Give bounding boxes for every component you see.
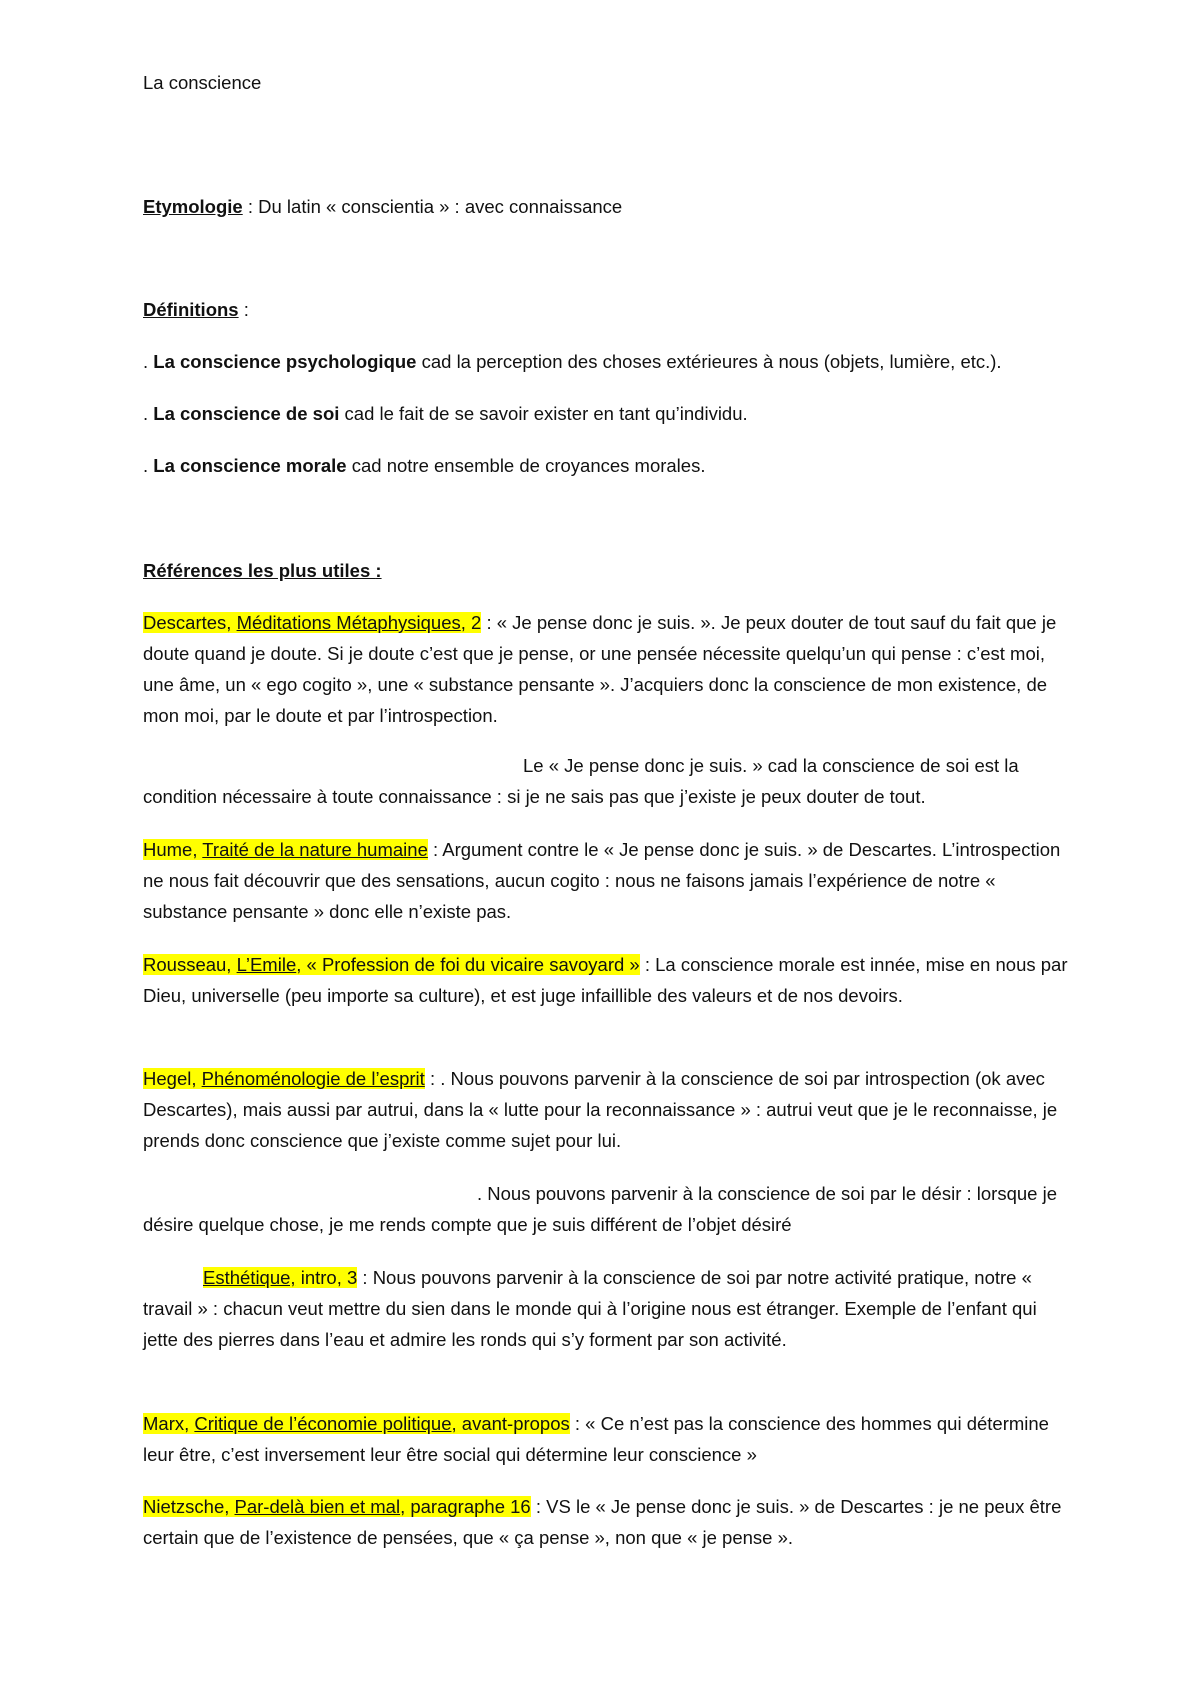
definition-item [143, 351, 1068, 373]
document-title: La conscience [143, 72, 262, 93]
definitions-colon: : [238, 299, 249, 320]
reference-rousseau [143, 949, 1068, 1011]
reference-work: Par-delà bien et mal [234, 1496, 401, 1517]
reference-detail: , 2 [460, 612, 482, 633]
definition-item [143, 455, 1068, 477]
reference-author: Marx, [143, 1413, 195, 1434]
reference-author: Descartes, [143, 612, 237, 633]
reference-citation [143, 1413, 570, 1434]
definition-text: cad notre ensemble de croyances morales. [346, 455, 706, 476]
definition-text: cad le fait de se savoir exister en tant qu’individu. [339, 403, 748, 424]
reference-citation [143, 612, 481, 633]
definitions-label: Définitions [143, 299, 239, 320]
definition-item [143, 403, 1068, 425]
reference-citation [143, 954, 640, 975]
reference-citation [143, 839, 428, 860]
references-heading [143, 560, 1068, 582]
reference-detail: intro, 3 [295, 1267, 358, 1288]
reference-nietzsche [143, 1491, 1068, 1553]
reference-text: : « Ce n’est pas la conscience des hommes qui détermine leur être, c’est inversement leur être social qui détermine leur conscience » [143, 1413, 1049, 1465]
reference-text: : La conscience morale est innée, mise en nous par Dieu, universelle (peu importe sa culture), et est juge infaillible des valeurs et de nos devoirs. [143, 954, 1068, 1006]
reference-citation [143, 1068, 425, 1089]
reference-text: : . Nous pouvons parvenir à la conscience de soi par introspection (ok avec Descartes), mais aussi par autrui, dans la « lutte pour la reconnaissance » : autrui veut que je le reconnaisse, je prends donc conscience que j’existe comme sujet pour lui. [143, 1068, 1058, 1151]
reference-hume [143, 834, 1068, 927]
reference-text: : Argument contre le « Je pense donc je suis. » de Descartes. L’introspection ne nous fait découvrir que des sensations, aucun cogito : nous ne faisons jamais l’expérience de notre « substance pensante » donc elle n’existe pas. [143, 839, 1061, 922]
definition-bullet: . [143, 455, 154, 476]
references-label: Références les plus utiles [143, 560, 376, 581]
reference-work: Traité de la nature humaine [202, 839, 428, 860]
reference-work: Esthétique, [203, 1267, 296, 1288]
definition-bullet: . [143, 351, 154, 372]
note-text: Le « Je pense donc je suis. » cad la conscience de soi est la condition nécessaire à toute connaissance : si je ne sais pas que j’existe je peux douter de tout. [143, 755, 1019, 807]
reference-detail: , avant-propos [451, 1413, 570, 1434]
reference-detail: , paragraphe 16 [400, 1496, 531, 1517]
reference-author: Hume, [143, 839, 203, 860]
reference-text: : Nous pouvons parvenir à la conscience de soi par notre activité pratique, notre « travail » : chacun veut mettre du sien dans le monde qui à l’origine nous est étranger. Exemple de l’enfant qui jette des pierres dans l’eau et admire les ronds qui s’y forment par son activité. [143, 1267, 1037, 1350]
etymology-label: Etymologie [143, 196, 243, 217]
definitions-heading [143, 299, 1068, 321]
definition-term: La conscience morale [153, 455, 347, 476]
reference-work: Phénoménologie de l’esprit [201, 1068, 425, 1089]
reference-citation [143, 1496, 531, 1517]
etymology-line [143, 196, 1068, 218]
reference-text: : « Je pense donc je suis. ». Je peux douter de tout sauf du fait que je doute quand je doute. Si je doute c’est que je pense, or une pensée nécessite quelqu’un qui pense : c’est moi, une âme, un « ego cogito », une « substance pensante ». J’acquiers donc la conscience de mon existence, de mon moi, par le doute et par l’introspection. [143, 612, 1057, 726]
reference-esthetique [143, 1262, 1068, 1355]
reference-marx [143, 1408, 1068, 1470]
reference-descartes [143, 607, 1068, 731]
reference-hegel [143, 1063, 1068, 1156]
hegel-note [143, 1178, 1068, 1240]
reference-text: : VS le « Je pense donc je suis. » de Descartes : je ne peux être certain que de l’existence de pensées, que « ça pense », non que « je pense ». [143, 1496, 1062, 1548]
definition-term: La conscience de soi [153, 403, 340, 424]
note-text: . Nous pouvons parvenir à la conscience de soi par le désir : lorsque je désire quelque chose, je me rends compte que je suis différent de l’objet désiré [143, 1183, 1057, 1235]
references-colon: : [375, 560, 382, 581]
definition-text: cad la perception des choses extérieures à nous (objets, lumière, etc.). [416, 351, 1002, 372]
definition-term: La conscience psychologique [153, 351, 417, 372]
reference-author: Rousseau, [143, 954, 237, 975]
definition-bullet: . [143, 403, 154, 424]
etymology-text: : Du latin « conscientia » : avec connaissance [242, 196, 623, 217]
descartes-note [143, 750, 1068, 812]
reference-author: Nietzsche, [143, 1496, 235, 1517]
reference-detail: , « Profession de foi du vicaire savoyard » [296, 954, 640, 975]
reference-author: Hegel, [143, 1068, 202, 1089]
reference-work: L’Emile [236, 954, 297, 975]
reference-work: Méditations Métaphysiques [236, 612, 461, 633]
reference-citation [203, 1267, 357, 1288]
reference-work: Critique de l’économie politique [194, 1413, 452, 1434]
